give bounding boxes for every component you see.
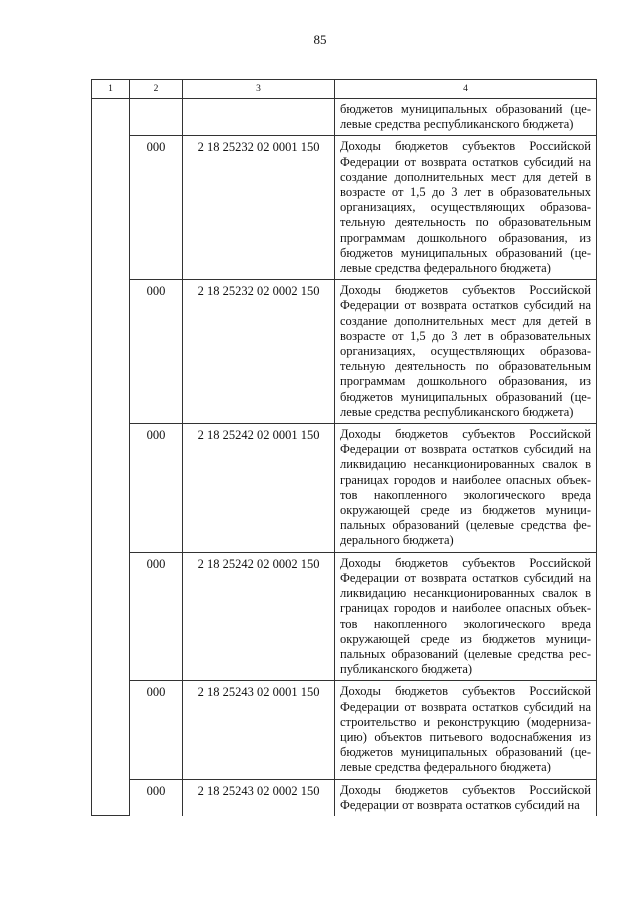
page-number: 85 [313,32,327,47]
desc-line: Федерации от возврата остатков субсидий на [340,442,591,457]
table-row [92,280,597,424]
admin-code-cell: 000 [130,552,183,681]
desc-line: бюджетов муниципальных образований (це- [340,745,591,760]
desc-line: строительство и реконструкцию (модерниза- [340,714,591,729]
desc-line: программам дошкольного образования, из [340,230,591,245]
desc-line: Доходы бюджетов субъектов Российской [340,283,591,298]
admin-code-cell: 000 [130,424,183,553]
desc-line: создание дополнительных мест для детей в [340,313,591,328]
kbk-code-cell: 2 18 25242 02 0001 150 [183,424,335,553]
table-row [92,136,597,280]
table-row [92,681,597,779]
desc-line: публиканского бюджета) [340,662,473,677]
budget-classification-table [91,79,597,816]
desc-line: границах городов и наиболее опасных объек- [340,601,591,616]
continuation-row [92,99,597,136]
desc-line: организациях, осуществляющих образова- [340,344,591,359]
desc-line: бюджетов муниципальных образований (це- [340,102,591,116]
desc-line: создание дополнительных мест для детей в [340,169,591,184]
header-col-3: 3 [183,80,335,99]
desc-line: пальных образований (целевые средства рес- [340,646,591,661]
desc-line: левые средства федерального бюджета) [340,261,551,276]
header-col-2: 2 [130,80,183,99]
kbk-code-cell: 2 18 25232 02 0001 150 [183,136,335,280]
admin-code-cell: 000 [130,136,183,280]
desc-line: Федерации от возврата остатков субсидий на [340,570,591,585]
income-description-cell [335,681,597,779]
empty-cell-col3 [183,99,335,136]
kbk-code-cell: 2 18 25243 02 0002 150 [183,779,335,816]
kbk-code-cell: 2 18 25232 02 0002 150 [183,280,335,424]
desc-line: Доходы бюджетов субъектов Российской [340,555,591,570]
continuation-description [335,99,597,136]
table-row [92,552,597,681]
desc-line: Федерации от возврата остатков субсидий на [340,298,591,313]
desc-line: левые средства федерального бюджета) [340,760,551,775]
admin-code-cell: 000 [130,280,183,424]
desc-line: программам дошкольного образования, из [340,374,591,389]
desc-line: организациях, осуществляющих образова- [340,200,591,215]
desc-line: левые средства республиканского бюджета) [340,404,574,419]
desc-line: возрасте от 1,5 до 3 лет в образовательных [340,185,591,200]
desc-line: левые средства республиканского бюджета) [340,117,574,132]
desc-line: Федерации от возврата остатков субсидий на [340,699,591,714]
desc-line: тов накопленного экологического вреда [340,616,591,631]
desc-line: бюджетов муниципальных образований (це- [340,389,591,404]
desc-line: Доходы бюджетов субъектов Российской [340,684,591,699]
desc-line: бюджетов муниципальных образований (це- [340,245,591,260]
desc-line: границах городов и наиболее опасных объек- [340,472,591,487]
desc-line: пальных образований (целевые средства фе- [340,518,591,533]
desc-line: цию) объектов питьевого водоснабжения из [340,729,591,744]
income-description-cell [335,779,597,816]
kbk-code-cell: 2 18 25243 02 0001 150 [183,681,335,779]
income-description-cell [335,280,597,424]
desc-line: окружающей среде из бюджетов муници- [340,503,591,518]
desc-line: Доходы бюджетов субъектов Российской [340,427,591,442]
desc-line: ликвидацию несанкционированных свалок в [340,586,591,601]
header-col-4: 4 [335,80,597,99]
desc-line: Доходы бюджетов субъектов Российской [340,782,591,797]
desc-line: тельную деятельность по образовательным [340,215,591,230]
table-header-row [92,80,597,99]
desc-line: ликвидацию несанкционированных свалок в [340,457,591,472]
table-row [92,424,597,553]
desc-line: Доходы бюджетов субъектов Российской [340,139,591,154]
desc-line: тов накопленного экологического вреда [340,487,591,502]
desc-line: Федерации от возврата остатков субсидий на [340,154,591,169]
desc-line: Федерации от возврата остатков субсидий на [340,797,580,812]
kbk-code-cell: 2 18 25242 02 0002 150 [183,552,335,681]
income-description-cell [335,424,597,553]
table-row [92,779,597,816]
admin-code-cell: 000 [130,779,183,816]
desc-line: дерального бюджета) [340,533,454,548]
desc-line: возрасте от 1,5 до 3 лет в образовательных [340,328,591,343]
admin-code-cell: 000 [130,681,183,779]
empty-cell-col2 [130,99,183,136]
income-description-cell [335,136,597,280]
desc-line: тельную деятельность по образовательным [340,359,591,374]
income-description-cell [335,552,597,681]
desc-line: окружающей среде из бюджетов муници- [340,631,591,646]
empty-cell-col1 [92,99,130,816]
header-col-1: 1 [92,80,130,99]
